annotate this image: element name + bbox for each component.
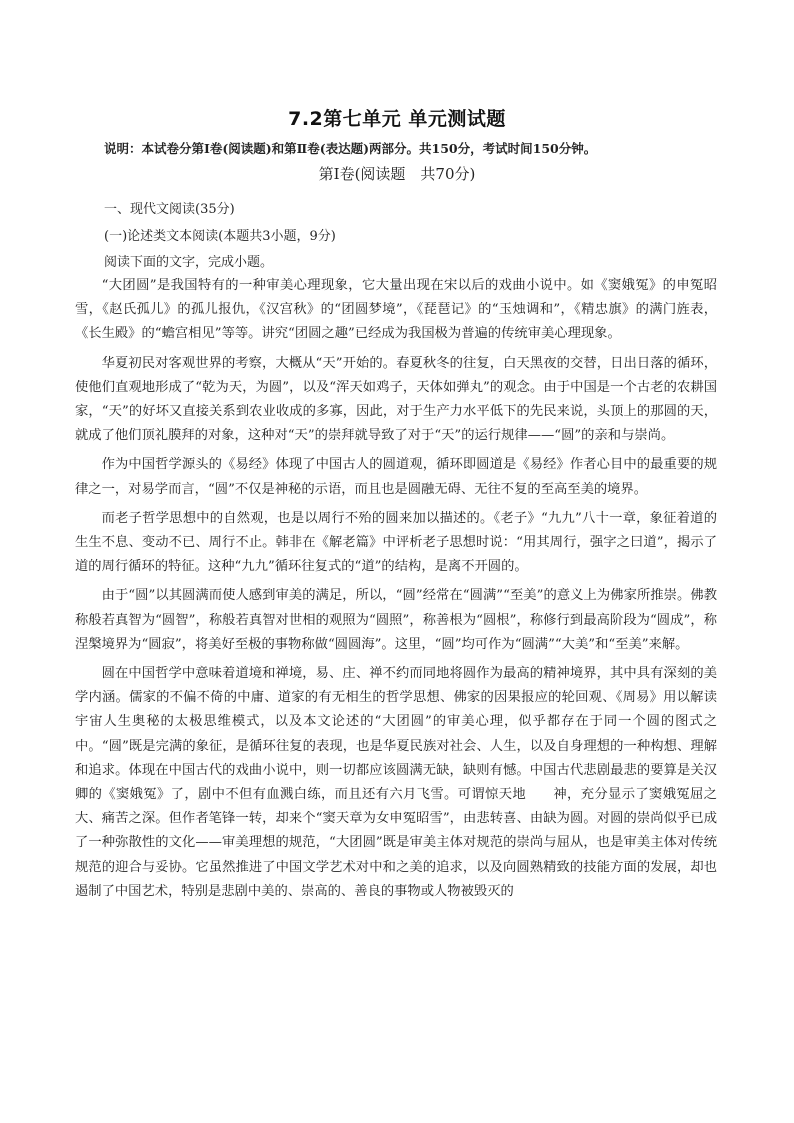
part-heading: 第Ⅰ卷(阅读题 共70分) bbox=[318, 165, 476, 183]
paragraph: “大团圆”是我国特有的一种审美心理现象，它大量出现在宋以后的戏曲小说中。如《窦娥冤》的申冤昭雪，《赵氏孤儿》的孤儿报仇，《汉宫秋》的“团圆梦境”，《琵琶记》的“玉烛调和”，《精忠旗》的满门旌表，《长生殿》的“蟾宫相见”等等。讲究“团圆之趣”已经成为我国极为普遍的传统审美心理现象。 bbox=[75, 278, 717, 342]
paragraph: 作为中国哲学源头的《易经》体现了中国古人的圆道观，循环即圆道是《易经》作者心目中的最重要的规律之一，对易学而言，“圆”不仅是神秘的示语，而且也是圆融无碍、无往不复的至高至美的境界。 bbox=[75, 457, 717, 497]
subsection-heading: (一)论述类文本阅读(本题共3小题，9分) bbox=[104, 229, 336, 244]
paragraph: 圆在中国哲学中意味着道境和禅境，易、庄、禅不约而同地将圆作为最高的精神境界，其中具有深刻的美学内涵。儒家的不偏不倚的中庸、道家的有无相生的哲学思想、佛家的因果报应的轮回观、《周易》用以解读宇宙人生奥秘的太极思维模式，以及本文论述的“大团圆”的审美心理，似乎都存在于同一个圆的图式之中。“圆”既是完满的象征，是循环往复的表现，也是华夏民族对社会、人生，以及自身理想的一种构想、理解和追求。体现在中国古代的戏曲小说中，则一切都应该圆满无缺，缺则有憾。中国古代悲剧最悲的要算是关汉卿的《窦娥冤》了，剧中不但有血溅白练，而且还有六月飞雪。可谓惊天地 神，充分显示了窦娥冤屈之大、痛苦之深。但作者笔锋一转，却来个“窦天章为女申冤昭雪”，由悲转喜、由缺为圆。对圆的崇尚似乎已成了一种弥散性的文化——审美理想的规范，“大团圆”既是审美主体对规范的崇尚与屈从，也是审美主体对传统规范的迎合与妥协。它虽然推进了中国文学艺术对中和之美的追求，以及向圆熟精致的技能方面的发展，却也遏制了中国艺术，特别是悲剧中美的、崇高的、善良的事物或人物被毁灭的 bbox=[75, 666, 717, 899]
page-title: 7.2第七单元 单元测试题 bbox=[288, 108, 506, 130]
paragraph: 由于“圆”以其圆满而使人感到审美的满足，所以，“圆”经常在“圆满”“至美”的意义上为佛家所推崇。佛教称般若真智为“圆智”，称般若真智对世相的观照为“圆照”，称善根为“圆根”，称修行到最高阶段为“圆成”，称涅槃境界为“圆寂”，将美好至极的事物称做“圆圆海”。这里，“圆”均可作为“圆满”“大美”和“至美”来解。 bbox=[75, 588, 717, 652]
paragraph: 华夏初民对客观世界的考察，大概从“天”开始的。春夏秋冬的往复，白天黑夜的交替，日出日落的循环，使他们直观地形成了“乾为天，为圆”，以及“浑天如鸡子，天体如弹丸”的观念。由于中国是一个古老的农耕国家，“天”的好坏又直接关系到农业收成的多寡，因此，对于生产力水平低下的先民来说，头顶上的那圆的天，就成了他们顶礼膜拜的对象，这种对“天”的崇拜就导致了对于“天”的运行规律——“圆”的亲和与崇尚。 bbox=[75, 355, 717, 444]
paragraph: 而老子哲学思想中的自然观，也是以周行不殆的圆来加以描述的。《老子》“九九”八十一章，象征着道的生生不息、变动不已、周行不止。韩非在《解老篇》中评析老子思想时说：“用其周行，强字之曰道”，揭示了道的周行循环的特征。这种“九九”循环往复式的“道”的结构，是离不开圆的。 bbox=[75, 510, 717, 575]
passage bbox=[75, 274, 717, 904]
reading-instruction: 阅读下面的文字，完成小题。 bbox=[104, 255, 274, 270]
section-heading: 一、现代文阅读(35分) bbox=[104, 202, 235, 217]
exam-instructions: 说明：本试卷分第Ⅰ卷(阅读题)和第Ⅱ卷(表达题)两部分。共150分，考试时间150分钟。 bbox=[104, 141, 597, 156]
